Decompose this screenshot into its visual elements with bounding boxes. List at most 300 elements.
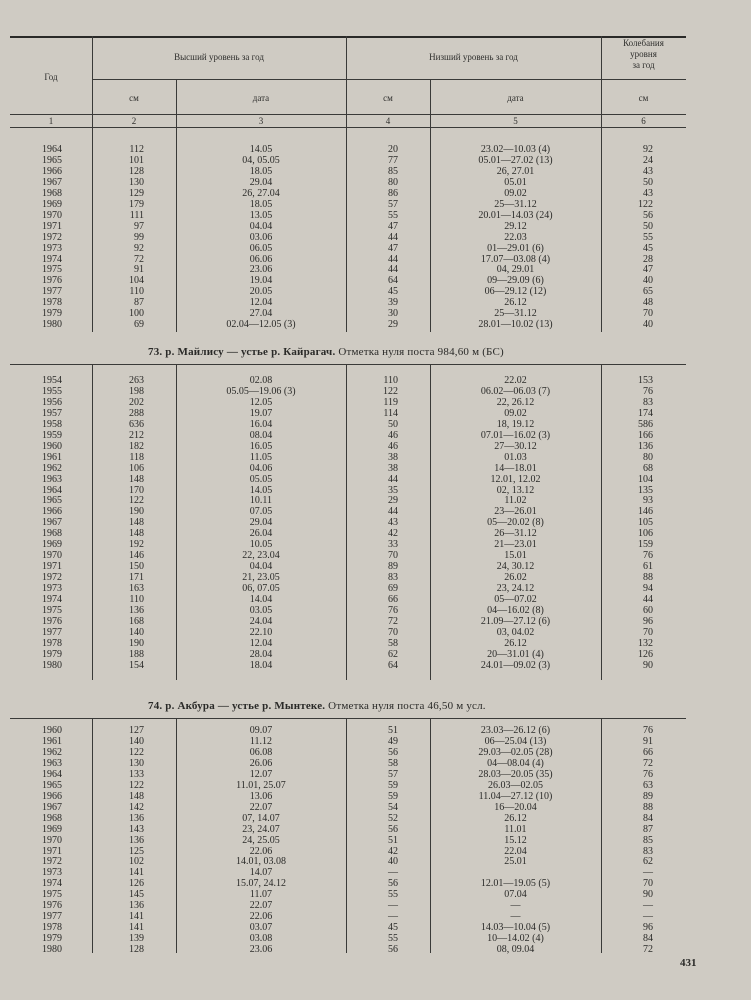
min-cm-cell: 49 xyxy=(388,736,398,747)
max-date-cell: 03.07 xyxy=(249,922,273,934)
section-title-station: 73. р. Майлису — устье р. Кайрагач. xyxy=(148,346,336,358)
min-cm-cell: 77 xyxy=(388,154,398,166)
fluctuation-cell: 48 xyxy=(643,297,653,309)
min-cm-cell: 56 xyxy=(388,878,398,890)
max-cm-cell: 111 xyxy=(129,209,144,221)
min-date-cell: 26.02 xyxy=(504,572,527,584)
max-date-cell: 10.05 xyxy=(249,539,273,551)
max-cm-cell: 150 xyxy=(129,561,144,573)
fluctuation-cell: 88 xyxy=(643,572,653,584)
max-cm-cell: 122 xyxy=(129,495,144,507)
min-date-cell: 07.04 xyxy=(504,889,527,901)
fluctuation-cell: 88 xyxy=(643,801,653,813)
max-date-cell: 11.12 xyxy=(249,736,273,747)
max-date-cell: 06.08 xyxy=(249,746,273,758)
min-date-cell: 12.01, 12.02 xyxy=(490,473,541,485)
fluctuation-cell: 60 xyxy=(643,605,653,616)
year-cell: 1969 xyxy=(42,539,62,551)
max-date-cell: 26.04 xyxy=(249,528,273,540)
max-cm-cell: 190 xyxy=(129,506,144,518)
year-cell: 1971 xyxy=(42,561,62,573)
year-cell: 1960 xyxy=(42,440,62,452)
max-cm-cell: 136 xyxy=(129,605,144,616)
max-cm-cell: 136 xyxy=(129,812,144,824)
min-cm-cell: 44 xyxy=(388,506,398,518)
fluctuation-cell: 45 xyxy=(643,242,653,254)
min-cm-cell: 114 xyxy=(383,407,398,419)
fluctuation-cell: 72 xyxy=(643,757,653,769)
max-date-cell: 12.04 xyxy=(249,637,273,649)
year-cell: 1962 xyxy=(42,462,62,474)
fluctuation-cell: 40 xyxy=(643,319,653,331)
year-cell: 1960 xyxy=(42,725,62,736)
max-cm-cell: 198 xyxy=(129,385,144,397)
max-cm-cell: 142 xyxy=(129,801,144,813)
year-cell: 1969 xyxy=(42,823,62,835)
min-cm-cell: 47 xyxy=(388,220,398,232)
header-year: Год xyxy=(44,72,58,82)
header-date: дата xyxy=(507,93,524,103)
max-cm-cell: 288 xyxy=(129,407,144,419)
fluctuation-cell: 84 xyxy=(643,933,653,944)
min-cm-cell: 64 xyxy=(388,275,398,287)
max-cm-cell: 128 xyxy=(129,944,144,955)
max-date-cell: 28.04 xyxy=(249,648,273,660)
fluctuation-cell: 63 xyxy=(643,779,653,791)
fluctuation-cell: 76 xyxy=(643,768,653,780)
min-date-cell: 26, 27.01 xyxy=(496,165,535,177)
fluctuation-cell: 106 xyxy=(638,528,653,540)
min-cm-cell: 122 xyxy=(383,385,398,397)
max-date-cell: 08.04 xyxy=(249,429,273,441)
fluctuation-cell: 56 xyxy=(643,209,653,221)
min-date-cell: 11.04—27.12 (10) xyxy=(478,790,553,802)
rule xyxy=(10,364,686,365)
min-cm-cell: 55 xyxy=(388,889,398,901)
max-date-cell: 24, 25.05 xyxy=(242,834,280,846)
max-cm-cell: 122 xyxy=(129,746,144,758)
max-date-cell: 13.06 xyxy=(249,790,273,802)
max-cm-cell: 145 xyxy=(129,889,144,901)
fluctuation-cell: 44 xyxy=(643,594,653,605)
min-date-cell: 21—23.01 xyxy=(494,539,537,551)
year-cell: 1972 xyxy=(42,856,62,868)
min-date-cell: 06.02—06.03 (7) xyxy=(480,385,551,397)
max-cm-cell: 87 xyxy=(134,297,144,309)
header-fluctuation-3: за год xyxy=(632,60,655,70)
fluctuation-cell: 76 xyxy=(643,550,653,562)
max-date-cell: 11.05 xyxy=(249,451,273,463)
fluctuation-cell: 135 xyxy=(638,484,653,496)
max-cm-cell: 69 xyxy=(134,319,144,331)
max-cm-cell: 141 xyxy=(129,911,144,923)
min-cm-cell: 56 xyxy=(388,746,398,758)
rule xyxy=(10,36,686,38)
max-cm-cell: 122 xyxy=(129,779,144,791)
year-cell: 1964 xyxy=(42,768,62,780)
fluctuation-cell: — xyxy=(643,911,653,923)
fluctuation-cell: 84 xyxy=(643,812,653,824)
year-cell: 1979 xyxy=(42,308,62,320)
max-date-cell: 12.04 xyxy=(249,297,273,309)
min-date-cell: 23, 24.12 xyxy=(496,583,535,594)
max-date-cell: 14.04 xyxy=(249,594,273,605)
max-date-cell: 18.05 xyxy=(249,198,273,210)
min-cm-cell: 70 xyxy=(388,626,398,638)
fluctuation-cell: 96 xyxy=(643,615,653,627)
column-number: 6 xyxy=(641,116,646,126)
max-cm-cell: 136 xyxy=(129,834,144,846)
min-cm-cell: 35 xyxy=(388,484,398,496)
year-cell: 1973 xyxy=(42,867,62,879)
section-title xyxy=(148,346,504,358)
column-number: 3 xyxy=(258,116,264,126)
max-cm-cell: 636 xyxy=(129,418,144,430)
max-cm-cell: 188 xyxy=(129,648,144,660)
min-date-cell: 27—30.12 xyxy=(494,440,537,452)
column-number: 5 xyxy=(513,116,518,126)
min-date-cell: 01.03 xyxy=(504,451,527,463)
year-cell: 1967 xyxy=(42,176,62,188)
min-cm-cell: 44 xyxy=(388,253,398,265)
header-cm: см xyxy=(383,93,393,103)
max-date-cell: 06, 07.05 xyxy=(242,583,280,594)
max-date-cell: 22.06 xyxy=(249,911,273,923)
year-cell: 1965 xyxy=(42,779,62,791)
rule xyxy=(10,127,686,128)
header-date: дата xyxy=(252,93,270,103)
fluctuation-cell: 50 xyxy=(643,220,653,232)
max-date-cell: 06.05 xyxy=(249,242,273,254)
max-date-cell: 22, 23.04 xyxy=(242,550,280,562)
fluctuation-cell: 126 xyxy=(638,648,653,660)
year-cell: 1956 xyxy=(42,396,62,408)
min-date-cell: 26.12 xyxy=(504,637,527,649)
year-cell: 1976 xyxy=(42,615,62,627)
year-cell: 1966 xyxy=(42,506,62,518)
max-date-cell: 12.07 xyxy=(249,768,273,780)
min-cm-cell: 47 xyxy=(388,242,398,254)
max-date-cell: 11.01, 25.07 xyxy=(236,779,286,791)
max-cm-cell: 102 xyxy=(129,856,144,868)
min-date-cell: 11.01 xyxy=(504,823,527,835)
max-date-cell: 04.04 xyxy=(249,220,273,232)
max-date-cell: 02.04—12.05 (3) xyxy=(226,319,296,331)
max-date-cell: 15.07, 24.12 xyxy=(236,878,286,890)
year-cell: 1980 xyxy=(42,319,62,331)
min-cm-cell: 52 xyxy=(388,812,398,824)
max-date-cell: 07.05 xyxy=(249,506,273,518)
min-cm-cell: 42 xyxy=(388,845,398,857)
fluctuation-cell: 66 xyxy=(643,746,653,758)
min-cm-cell: 57 xyxy=(388,768,398,780)
fluctuation-cell: 91 xyxy=(643,736,653,747)
header-max-level: Высший уровень за год xyxy=(174,52,264,62)
year-cell: 1968 xyxy=(42,528,62,540)
min-date-cell: 15.12 xyxy=(504,834,527,846)
year-cell: 1973 xyxy=(42,583,62,594)
year-cell: 1964 xyxy=(42,144,62,155)
min-date-cell: 23—26.01 xyxy=(494,506,537,518)
min-cm-cell: 70 xyxy=(388,550,398,562)
max-cm-cell: 127 xyxy=(129,725,144,736)
fluctuation-cell: 93 xyxy=(643,495,653,507)
max-cm-cell: 118 xyxy=(129,451,144,463)
max-cm-cell: 130 xyxy=(129,757,144,769)
year-cell: 1955 xyxy=(42,385,62,397)
year-cell: 1968 xyxy=(42,812,62,824)
year-cell: 1959 xyxy=(42,429,62,441)
max-date-cell: 14.05 xyxy=(249,144,273,155)
max-date-cell: 26.06 xyxy=(249,757,273,769)
year-cell: 1979 xyxy=(42,933,62,944)
fluctuation-cell: 146 xyxy=(638,506,653,518)
fluctuation-cell: 105 xyxy=(638,517,653,529)
max-date-cell: 19.07 xyxy=(249,407,273,419)
max-date-cell: 05.05 xyxy=(249,473,273,485)
min-date-cell: 04—08.04 (4) xyxy=(487,757,544,769)
min-date-cell: 26.03—02.05 xyxy=(488,779,543,791)
min-cm-cell: 33 xyxy=(388,539,398,551)
max-cm-cell: 154 xyxy=(129,659,144,671)
fluctuation-cell: 92 xyxy=(643,144,653,155)
max-cm-cell: 148 xyxy=(129,528,144,540)
max-cm-cell: 146 xyxy=(129,550,144,562)
min-cm-cell: 72 xyxy=(388,615,398,627)
fluctuation-cell: 80 xyxy=(643,451,653,463)
min-cm-cell: 83 xyxy=(388,572,398,584)
year-cell: 1967 xyxy=(42,801,62,813)
section-title-datum: Отметка нуля поста 984,60 м (БС) xyxy=(335,346,504,358)
min-cm-cell: 38 xyxy=(388,451,398,463)
fluctuation-cell: 136 xyxy=(638,440,653,452)
fluctuation-cell: 28 xyxy=(643,253,653,265)
fluctuation-cell: — xyxy=(643,900,653,912)
max-date-cell: 18.04 xyxy=(249,659,273,671)
max-date-cell: 04.06 xyxy=(249,462,273,474)
fluctuation-cell: 62 xyxy=(643,856,653,868)
max-date-cell: 27.04 xyxy=(249,308,273,320)
fluctuation-cell: 76 xyxy=(643,385,653,397)
fluctuation-cell: 94 xyxy=(643,583,653,594)
min-date-cell: 03, 04.02 xyxy=(496,626,535,638)
min-date-cell: 28.01—10.02 (13) xyxy=(478,319,553,331)
max-cm-cell: 128 xyxy=(129,165,144,177)
fluctuation-cell: 90 xyxy=(643,659,653,671)
max-date-cell: 29.04 xyxy=(249,176,273,188)
min-date-cell: 17.07—03.08 (4) xyxy=(480,253,551,265)
min-date-cell: 12.01—19.05 (5) xyxy=(480,878,551,890)
fluctuation-cell: 70 xyxy=(643,308,653,320)
year-cell: 1970 xyxy=(42,834,62,846)
header-cm: см xyxy=(129,93,139,103)
min-cm-cell: 51 xyxy=(388,834,398,846)
min-cm-cell: 39 xyxy=(388,297,398,309)
max-date-cell: 26, 27.04 xyxy=(242,187,280,199)
min-date-cell: 25—31.12 xyxy=(494,198,537,210)
fluctuation-cell: 47 xyxy=(643,264,653,276)
min-cm-cell: 86 xyxy=(388,187,398,199)
min-cm-cell: 119 xyxy=(383,396,398,408)
year-cell: 1974 xyxy=(42,253,62,265)
min-cm-cell: 66 xyxy=(388,594,398,605)
year-cell: 1971 xyxy=(42,845,62,857)
min-cm-cell: 54 xyxy=(388,801,398,813)
min-cm-cell: 62 xyxy=(388,648,398,660)
max-date-cell: 11.07 xyxy=(249,889,273,901)
min-date-cell: 28.03—20.05 (35) xyxy=(478,768,553,780)
fluctuation-cell: 43 xyxy=(643,187,653,199)
max-cm-cell: 99 xyxy=(134,231,144,243)
min-date-cell: 25.01 xyxy=(504,856,527,868)
min-cm-cell: 58 xyxy=(388,637,398,649)
year-cell: 1968 xyxy=(42,187,62,199)
max-date-cell: 13.05 xyxy=(249,209,273,221)
fluctuation-cell: 132 xyxy=(638,637,653,649)
max-cm-cell: 136 xyxy=(129,900,144,912)
min-cm-cell: 30 xyxy=(388,308,398,320)
max-cm-cell: 212 xyxy=(129,429,144,441)
min-cm-cell: 76 xyxy=(388,605,398,616)
year-cell: 1963 xyxy=(42,757,62,769)
min-date-cell: 22, 26.12 xyxy=(496,396,535,408)
fluctuation-cell: 70 xyxy=(643,878,653,890)
max-date-cell: 22.06 xyxy=(249,845,273,857)
max-date-cell: 03.06 xyxy=(249,231,273,243)
section-title xyxy=(148,700,486,712)
year-cell: 1974 xyxy=(42,594,62,605)
min-cm-cell: 55 xyxy=(388,209,398,221)
min-date-cell: 29.03—02.05 (28) xyxy=(478,746,553,758)
min-cm-cell: 56 xyxy=(388,944,398,955)
max-date-cell: 21, 23.05 xyxy=(242,572,280,584)
max-cm-cell: 126 xyxy=(129,878,144,890)
header-min-level: Низший уровень за год xyxy=(429,52,518,62)
min-date-cell: 02, 13.12 xyxy=(496,484,535,496)
year-cell: 1980 xyxy=(42,659,62,671)
year-cell: 1976 xyxy=(42,275,62,287)
year-cell: 1977 xyxy=(42,626,62,638)
year-cell: 1969 xyxy=(42,198,62,210)
min-date-cell: 04—16.02 (8) xyxy=(487,605,544,616)
max-date-cell: 23, 24.07 xyxy=(242,823,280,835)
max-cm-cell: 91 xyxy=(134,264,144,276)
year-cell: 1976 xyxy=(42,900,62,912)
max-cm-cell: 163 xyxy=(129,583,144,594)
min-date-cell: 09.02 xyxy=(504,187,527,199)
header-fluctuation-2: уровня xyxy=(630,49,657,59)
header-fluctuation-1: Колебания xyxy=(623,38,664,48)
year-cell: 1967 xyxy=(42,517,62,529)
min-date-cell: 20.01—14.03 (24) xyxy=(478,209,553,221)
max-cm-cell: 101 xyxy=(129,154,144,166)
max-date-cell: 14.05 xyxy=(249,484,273,496)
fluctuation-cell: 43 xyxy=(643,165,653,177)
min-cm-cell: 29 xyxy=(388,495,398,507)
min-cm-cell: 44 xyxy=(388,231,398,243)
min-cm-cell: 20 xyxy=(388,144,398,155)
year-cell: 1978 xyxy=(42,922,62,934)
year-cell: 1977 xyxy=(42,286,62,298)
max-cm-cell: 110 xyxy=(129,594,144,605)
max-cm-cell: 140 xyxy=(129,626,144,638)
max-date-cell: 05.05—19.06 (3) xyxy=(226,385,296,397)
rule xyxy=(10,718,686,719)
fluctuation-cell: 55 xyxy=(643,231,653,243)
max-cm-cell: 125 xyxy=(129,845,144,857)
rule xyxy=(92,79,686,80)
column-divider xyxy=(346,36,347,127)
max-date-cell: 04, 05.05 xyxy=(242,154,280,166)
max-cm-cell: 133 xyxy=(129,768,144,780)
max-date-cell: 03.08 xyxy=(249,933,273,944)
year-cell: 1971 xyxy=(42,220,62,232)
year-cell: 1966 xyxy=(42,165,62,177)
year-cell: 1979 xyxy=(42,648,62,660)
max-date-cell: 22.07 xyxy=(249,801,273,813)
fluctuation-cell: 76 xyxy=(643,725,653,736)
max-cm-cell: 72 xyxy=(134,253,144,265)
max-cm-cell: 190 xyxy=(129,637,144,649)
max-cm-cell: 192 xyxy=(129,539,144,551)
fluctuation-cell: 122 xyxy=(638,198,653,210)
min-cm-cell: 38 xyxy=(388,462,398,474)
min-date-cell: 09—29.09 (6) xyxy=(487,275,544,287)
min-cm-cell: 43 xyxy=(388,517,398,529)
min-cm-cell: 45 xyxy=(388,922,398,934)
fluctuation-cell: 96 xyxy=(643,922,653,934)
year-cell: 1965 xyxy=(42,495,62,507)
min-cm-cell: 64 xyxy=(388,659,398,671)
year-cell: 1961 xyxy=(42,451,62,463)
min-date-cell: 05.01 xyxy=(504,176,527,188)
max-cm-cell: 130 xyxy=(129,176,144,188)
max-date-cell: 09.07 xyxy=(249,725,273,736)
year-cell: 1973 xyxy=(42,242,62,254)
min-cm-cell: 59 xyxy=(388,790,398,802)
max-cm-cell: 141 xyxy=(129,922,144,934)
min-cm-cell: 85 xyxy=(388,165,398,177)
min-date-cell: 23.03—26.12 (6) xyxy=(480,725,551,736)
min-date-cell: 26—31.12 xyxy=(494,528,537,540)
column-divider xyxy=(92,36,93,127)
max-date-cell: 10.11 xyxy=(249,495,273,507)
page-number: 431 xyxy=(680,957,697,969)
fluctuation-cell: 83 xyxy=(643,845,653,857)
header-cm: см xyxy=(638,93,649,103)
max-date-cell: 07, 14.07 xyxy=(242,812,280,824)
min-cm-cell: 80 xyxy=(388,176,398,188)
year-cell: 1970 xyxy=(42,209,62,221)
max-cm-cell: 168 xyxy=(129,615,144,627)
min-cm-cell: 44 xyxy=(388,473,398,485)
max-cm-cell: 171 xyxy=(129,572,144,584)
max-date-cell: 18.05 xyxy=(249,165,273,177)
min-date-cell: 16—20.04 xyxy=(494,801,537,813)
max-cm-cell: 140 xyxy=(129,736,144,747)
year-cell: 1980 xyxy=(42,944,62,955)
year-cell: 1975 xyxy=(42,605,62,616)
min-date-cell: 22.04 xyxy=(504,845,527,857)
year-cell: 1962 xyxy=(42,746,62,758)
max-date-cell: 22.07 xyxy=(249,900,273,912)
max-date-cell: 06.06 xyxy=(249,253,273,265)
max-cm-cell: 104 xyxy=(129,275,144,287)
min-date-cell: 06—29.12 (12) xyxy=(484,286,547,298)
year-cell: 1975 xyxy=(42,889,62,901)
max-cm-cell: 202 xyxy=(129,396,144,408)
min-date-cell: 29.12 xyxy=(504,220,527,232)
